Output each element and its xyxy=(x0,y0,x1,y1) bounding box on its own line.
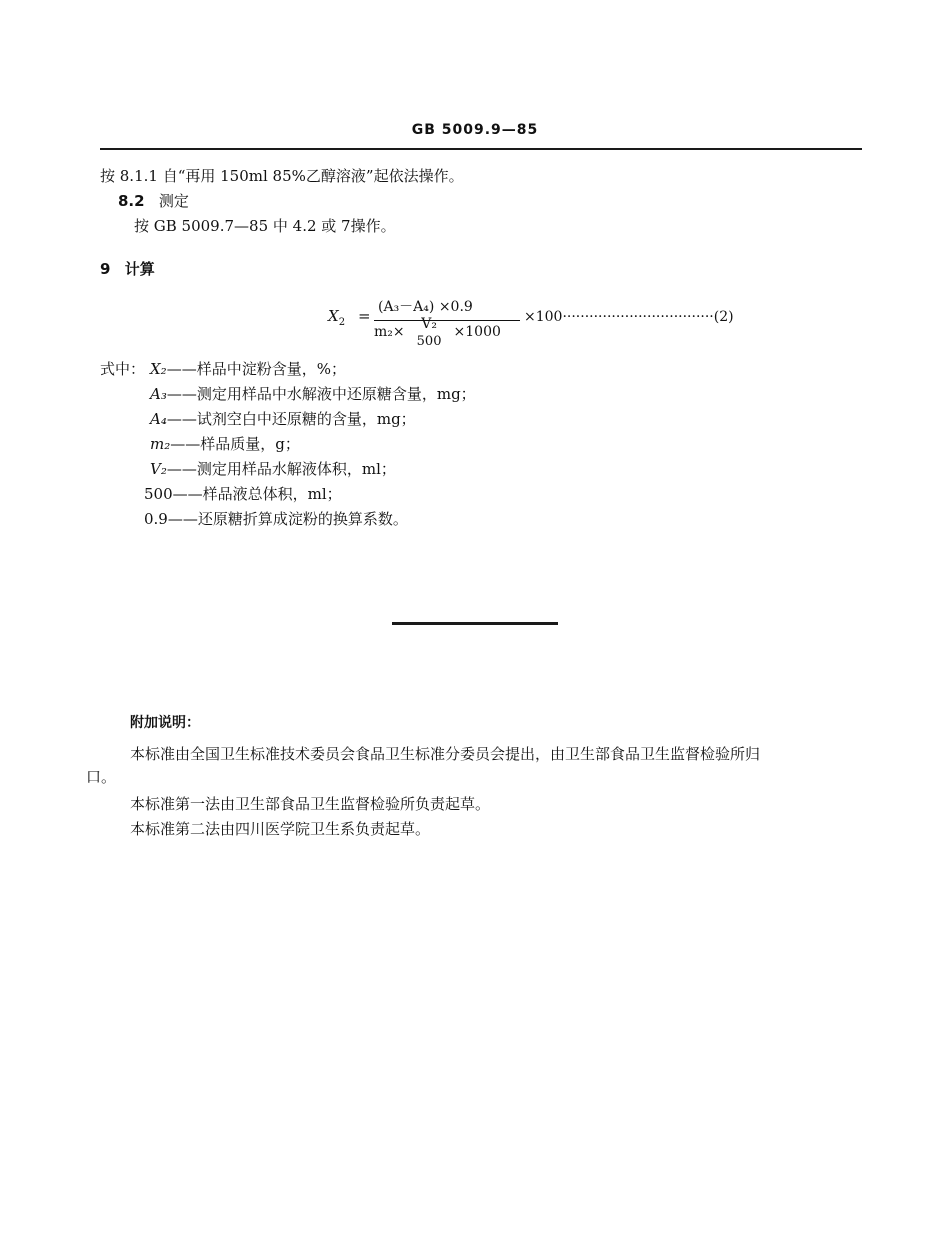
legend-item: A₃——测定用样品中水解液中还原糖含量，mg； xyxy=(150,385,476,403)
legend-item: X₂——样品中淀粉含量，%； xyxy=(150,360,346,378)
legend-item: A₄——试剂空白中还原糖的含量，mg； xyxy=(150,410,416,428)
legend-item: V₂——测定用样品水解液体积，ml； xyxy=(150,460,396,478)
procedure-line-2: 按 GB 5009.7—85 中 4.2 或 7操作。 xyxy=(134,217,396,235)
legend-item: 500——样品液总体积，ml； xyxy=(144,485,342,503)
section-title: 测定 xyxy=(158,192,189,210)
legend-intro: 式中： xyxy=(100,360,146,378)
formula-denominator: m₂× V₂ 500 ×1000 xyxy=(374,316,501,349)
section-title: 计算 xyxy=(124,260,155,278)
formula-inner-numerator: V₂ xyxy=(421,316,437,332)
header-rule xyxy=(100,148,862,150)
note-line-3: 本标准第二法由四川医学院卫生系负责起草。 xyxy=(130,820,431,838)
formula-tail: ×100··································(2) xyxy=(524,309,734,325)
standard-code-header: GB 5009.9—85 xyxy=(411,122,539,138)
legend-item: 0.9——还原糖折算成淀粉的换算系数。 xyxy=(144,510,408,528)
formula-equals: = xyxy=(358,307,371,325)
end-of-text-rule xyxy=(392,622,558,625)
starch-formula xyxy=(328,296,798,354)
section-8-2-heading xyxy=(118,190,189,211)
note-line-1-cont: 口。 xyxy=(86,768,117,786)
note-line-1: 本标准由全国卫生标准技术委员会食品卫生标准分委员会提出，由卫生部食品卫生监督检验所归 xyxy=(130,745,761,763)
note-heading: 附加说明： xyxy=(130,715,200,731)
legend-item: m₂——样品质量，g； xyxy=(150,435,300,453)
section-number: 9 xyxy=(100,260,111,278)
section-number: 8.2 xyxy=(118,192,145,210)
formula-lhs: $X_2$ xyxy=(328,307,346,328)
formula-numerator: (A₃－A₄) ×0.9 xyxy=(378,299,473,315)
formula-inner-denominator: 500 xyxy=(416,334,442,349)
procedure-line-1: 按 8.1.1 自“再用 150ml 85%乙醇溶液”起依法操作。 xyxy=(100,167,464,185)
note-line-2: 本标准第一法由卫生部食品卫生监督检验所负责起草。 xyxy=(130,795,491,813)
section-9-heading xyxy=(100,258,155,279)
